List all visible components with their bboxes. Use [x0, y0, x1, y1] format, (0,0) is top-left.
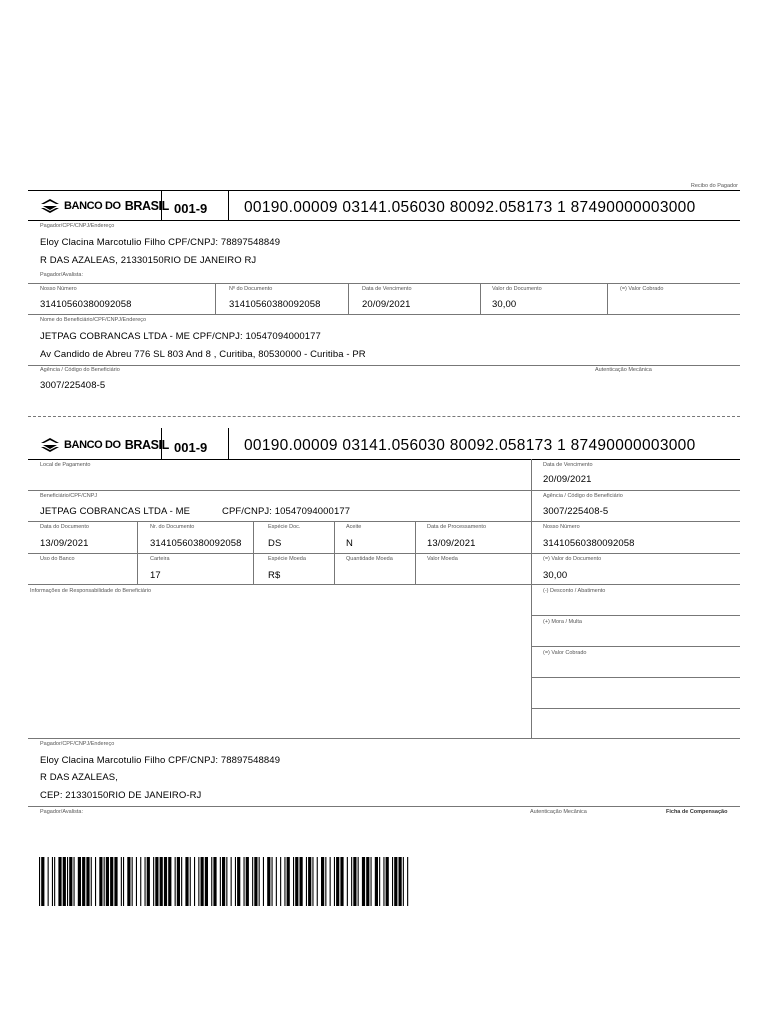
barcode-bar — [54, 857, 55, 906]
barcode-bar — [164, 857, 167, 906]
auth-label: Autenticação Mecânica — [595, 367, 652, 373]
barcode-bar — [340, 857, 343, 906]
payer-line1: Eloy Clacina Marcotulio Filho CPF/CNPJ: 78897548849 — [40, 237, 281, 248]
slip-payer-line1: Eloy Clacina Marcotulio Filho CPF/CNPJ: 78897548849 — [40, 755, 281, 766]
uso-banco-label: Uso do Banco — [40, 556, 75, 562]
barcode-bar — [106, 857, 109, 906]
payer-line2: R DAS AZALEAS, 21330150RIO DE JANEIRO RJ — [40, 255, 257, 266]
barcode-bar — [95, 857, 96, 906]
slip-guarantor-label: Pagador/Avalista: — [40, 809, 84, 815]
slip-vencimento-label: Data de Vencimento — [543, 462, 593, 468]
barcode-bar — [351, 857, 352, 906]
barcode-bar — [67, 857, 68, 906]
especie-doc: DS — [268, 538, 282, 549]
barcode-bar — [136, 857, 137, 906]
agency-label: Agência / Código do Beneficiário — [40, 367, 120, 373]
barcode-bar — [300, 857, 303, 906]
barcode-bar — [69, 857, 72, 906]
barcode-bar — [58, 857, 61, 906]
barcode-bar — [246, 857, 249, 906]
quantidade-moeda-label: Quantidade Moeda — [346, 556, 393, 562]
slip-digitable-line: 00190.00009 03141.056030 80092.058173 1 87490000003000 — [244, 437, 696, 454]
barcode-bar — [41, 857, 44, 906]
barcode-bar — [231, 857, 232, 906]
barcode-bar — [244, 857, 245, 906]
barcode-bar — [325, 857, 326, 906]
cut-line — [28, 416, 740, 417]
barcode-bar — [284, 857, 285, 906]
aceite-label: Aceite — [346, 524, 362, 530]
barcode-bar — [321, 857, 324, 906]
data-processamento: 13/09/2021 — [427, 538, 476, 549]
mora-label: (+) Mora / Multa — [543, 619, 582, 625]
barcode-bar — [153, 857, 154, 906]
slip-agency-label: Agência / Código do Beneficiário — [543, 493, 623, 499]
beneficiary-line2: Av Candido de Abreu 776 SL 803 And 8 , Curitiba, 80530000 - Curitiba - PR — [40, 349, 366, 360]
vencimento-label: Data de Vencimento — [362, 286, 412, 292]
barcode-bar — [362, 857, 365, 906]
barcode-bar — [295, 857, 298, 906]
barcode-bar — [358, 857, 359, 906]
barcode-bar — [123, 857, 124, 906]
data-processamento-label: Data de Processamento — [427, 524, 487, 530]
slip-nosso-numero: 31410560380092058 — [543, 538, 635, 549]
barcode-bar — [78, 857, 81, 906]
num-documento: 31410560380092058 — [229, 299, 321, 310]
barcode-bar — [263, 857, 264, 906]
barcode-bar — [272, 857, 273, 906]
data-documento: 13/09/2021 — [40, 538, 89, 549]
barcode-bar — [276, 857, 277, 906]
barcode-bar — [347, 857, 348, 906]
slip-payer-line3: CEP: 21330150RIO DE JANEIRO-RJ — [40, 790, 202, 801]
valor-documento-label: Valor do Documento — [492, 286, 542, 292]
barcode-bar — [334, 857, 335, 906]
slip-valor-documento-label: (=) Valor do Documento — [543, 556, 602, 562]
barcode-bar — [254, 857, 257, 906]
especie-moeda: R$ — [268, 570, 281, 581]
instructions-label: Informações de Responsabilidade do Beneficiário — [30, 588, 152, 594]
bank-name-part1: BANCO DO — [64, 439, 121, 451]
barcode-bar — [336, 857, 339, 906]
barcode-bar — [147, 857, 150, 906]
barcode-bar — [145, 857, 146, 906]
barcode-bar — [306, 857, 307, 906]
slip-vencimento: 20/09/2021 — [543, 474, 592, 485]
num-documento-label: Nº do Documento — [229, 286, 273, 292]
barcode-bar — [132, 857, 133, 906]
especie-doc-label: Espécie Doc. — [268, 524, 301, 530]
desconto-label: (-) Desconto / Abatimento — [543, 588, 606, 594]
barcode-bar — [226, 857, 227, 906]
guarantor-label: Pagador/Avalista: — [40, 272, 84, 278]
barcode-bar — [114, 857, 117, 906]
barcode — [39, 857, 411, 906]
barcode-bar — [140, 857, 141, 906]
barcode-bar — [213, 857, 216, 906]
barcode-bar — [392, 857, 393, 906]
barcode-bar — [353, 857, 356, 906]
barcode-bar — [330, 857, 331, 906]
banco-do-brasil-icon — [40, 198, 60, 214]
beneficiary-line1: JETPAG COBRANCAS LTDA - ME CPF/CNPJ: 10547094000177 — [40, 331, 321, 342]
barcode-bar — [280, 857, 281, 906]
barcode-bar — [91, 857, 92, 906]
slip-nosso-numero-label: Nosso Número — [543, 524, 580, 530]
aceite: N — [346, 538, 353, 549]
slip-agency: 3007/225408-5 — [543, 506, 609, 517]
beneficiary-label: Nome do Beneficiário/CPF/CNPJ/Endereço — [40, 317, 147, 323]
valor-moeda-label: Valor Moeda — [427, 556, 458, 562]
barcode-bar — [168, 857, 171, 906]
barcode-bar — [308, 857, 311, 906]
bank-name-part1: BANCO DO — [64, 200, 121, 212]
barcode-bar — [386, 857, 389, 906]
nosso-numero: 31410560380092058 — [40, 299, 132, 310]
barcode-bar — [104, 857, 105, 906]
barcode-bar — [287, 857, 290, 906]
barcode-bar — [181, 857, 182, 906]
barcode-bar — [222, 857, 225, 906]
payer-label: Pagador/CPF/CNPJ/Endereço — [40, 223, 115, 229]
barcode-bar — [317, 857, 318, 906]
valor-documento: 30,00 — [492, 299, 517, 310]
receipt-header-label: Recibo do Pagador — [690, 183, 738, 189]
digitable-line: 00190.00009 03141.056030 80092.058173 1 87490000003000 — [244, 199, 696, 216]
bank-name-part2: BRASIL — [124, 438, 169, 452]
nr-documento: 31410560380092058 — [150, 538, 242, 549]
barcode-bar — [190, 857, 191, 906]
nr-documento-label: Nr. do Documento — [150, 524, 195, 530]
vencimento: 20/09/2021 — [362, 299, 411, 310]
carteira: 17 — [150, 570, 161, 581]
barcode-bar — [99, 857, 102, 906]
barcode-bar — [312, 857, 313, 906]
barcode-bar — [394, 857, 397, 906]
barcode-bar — [371, 857, 372, 906]
barcode-bar — [39, 857, 40, 906]
data-documento-label: Data do Documento — [40, 524, 89, 530]
barcode-bar — [383, 857, 384, 906]
slip-payer-label: Pagador/CPF/CNPJ/Endereço — [40, 741, 115, 747]
especie-moeda-label: Espécie Moeda — [268, 556, 306, 562]
agency-value: 3007/225408-5 — [40, 380, 106, 391]
barcode-bar — [52, 857, 53, 906]
slip-bank-logo — [40, 437, 169, 453]
barcode-bar — [121, 857, 122, 906]
slip-valor-documento: 30,00 — [543, 570, 568, 581]
carteira-label: Carteira — [150, 556, 170, 562]
barcode-bar — [293, 857, 294, 906]
barcode-bar — [86, 857, 89, 906]
barcode-bar — [267, 857, 270, 906]
bank-name-part2: BRASIL — [124, 199, 169, 213]
barcode-bar — [185, 857, 188, 906]
banco-do-brasil-icon — [40, 437, 60, 453]
valor-cobrado-label: (=) Valor Cobrado — [620, 286, 664, 292]
barcode-bar — [220, 857, 221, 906]
slip-auth-label: Autenticação Mecânica — [530, 809, 587, 815]
slip-payer-line2: R DAS AZALEAS, — [40, 772, 118, 783]
barcode-bar — [259, 857, 260, 906]
barcode-bar — [379, 857, 380, 906]
barcode-bar — [74, 857, 75, 906]
barcode-bar — [375, 857, 378, 906]
barcode-bar — [235, 857, 236, 906]
nosso-numero-label: Nosso Número — [40, 286, 77, 292]
receipt-top-line — [28, 190, 740, 191]
barcode-bar — [194, 857, 195, 906]
slip-beneficiary-name: JETPAG COBRANCAS LTDA - ME — [40, 506, 191, 517]
barcode-bar — [155, 857, 158, 906]
barcode-bar — [82, 857, 85, 906]
slip-valor-cobrado-label: (=) Valor Cobrado — [543, 650, 587, 656]
barcode-bar — [366, 857, 369, 906]
bank-code: 001-9 — [174, 201, 208, 216]
barcode-bar — [160, 857, 163, 906]
barcode-bar — [399, 857, 402, 906]
barcode-bar — [48, 857, 49, 906]
slip-bank-code: 001-9 — [174, 440, 208, 455]
slip-beneficiary-label: Beneficiário/CPF/CNPJ — [40, 493, 98, 499]
barcode-bar — [201, 857, 204, 906]
barcode-bar — [407, 857, 408, 906]
barcode-bar — [237, 857, 240, 906]
barcode-bar — [198, 857, 199, 906]
barcode-bar — [403, 857, 404, 906]
ficha-compensacao-label: Ficha de Compensação — [666, 809, 728, 815]
barcode-bar — [63, 857, 66, 906]
barcode-bar — [211, 857, 212, 906]
barcode-bar — [175, 857, 176, 906]
barcode-bar — [205, 857, 208, 906]
slip-beneficiary-doc: CPF/CNPJ: 10547094000177 — [222, 506, 351, 517]
local-pagamento-label: Local de Pagamento — [40, 462, 91, 468]
bank-logo — [40, 198, 169, 214]
barcode-bar — [177, 857, 180, 906]
barcode-bar — [110, 857, 113, 906]
barcode-bar — [127, 857, 130, 906]
barcode-bar — [252, 857, 253, 906]
